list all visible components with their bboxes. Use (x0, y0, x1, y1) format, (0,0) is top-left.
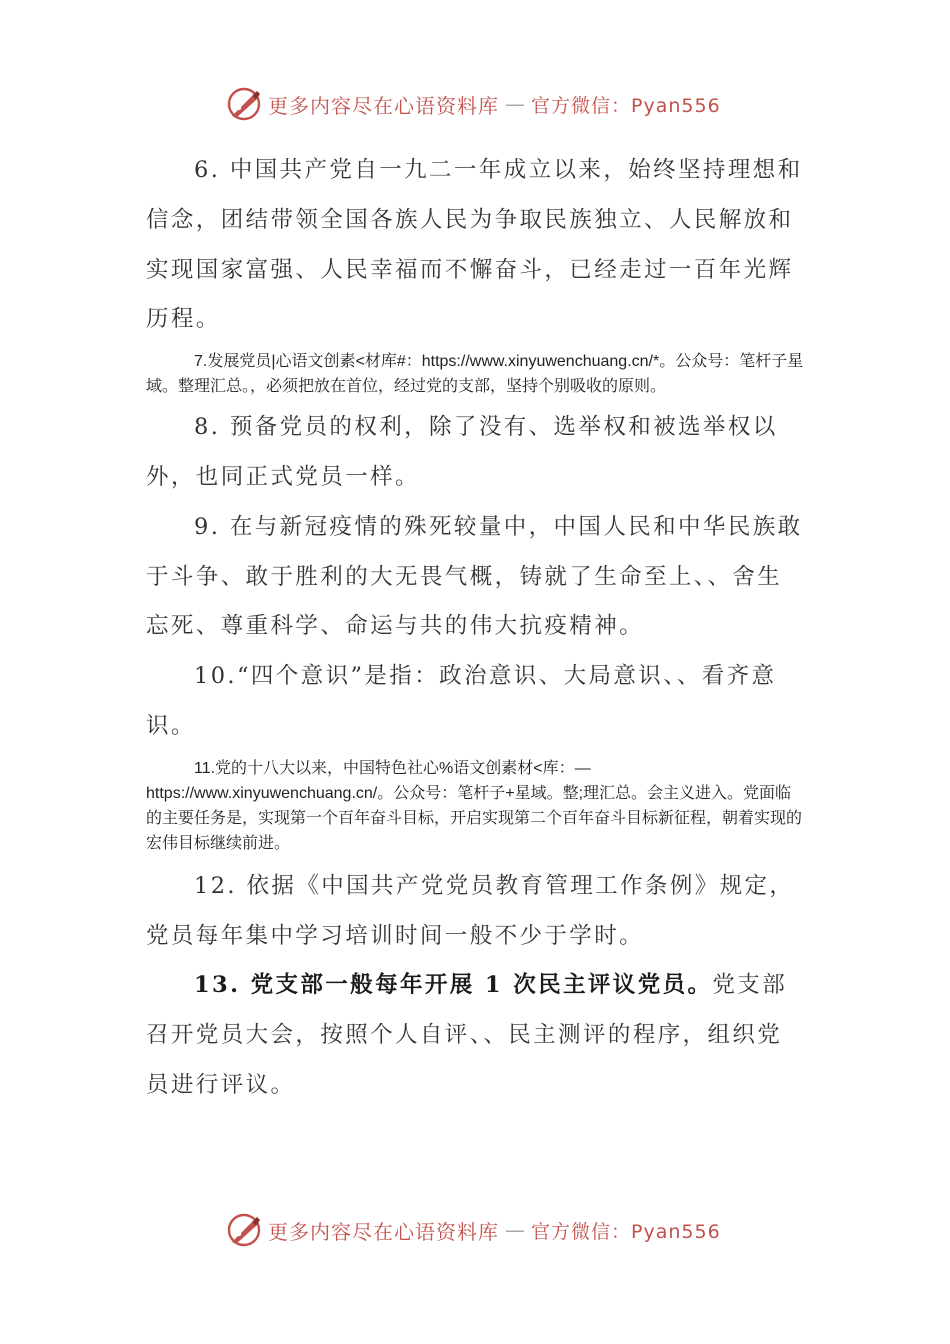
paragraph-10: 10.“四个意识”是指：政治意识、大局意识、、看齐意识。 (146, 663, 777, 739)
banner-title: 更多内容尽在心语资料库 (268, 1219, 499, 1244)
banner-wechat: 官方微信：Pyan556 (531, 1220, 721, 1243)
paragraph-13-heading: 13. 党支部一般每年开展 1 次民主评议党员。 (194, 972, 713, 999)
pen-logo-icon (226, 86, 262, 122)
header-banner (226, 84, 746, 124)
banner-wechat: 官方微信：Pyan556 (531, 94, 721, 117)
banner-title: 更多内容尽在心语资料库 (268, 93, 499, 118)
footer-banner (226, 1210, 746, 1250)
paragraph-12: 12. 依据《中国共产党党员教育管理工作条例》规定，党员每年集中学习培训时间一般不少于学时。 (146, 872, 795, 949)
paragraph-8: 8. 预备党员的权利，除了没有、选举权和被选举权以外，也同正式党员一样。 (146, 414, 778, 490)
paragraph-11: 11.党的十八大以来，中国特色社心%语文创素材<库：—https://www.xinyuwenchuang.cn/。公众号：笔杆子+星域。整;理汇总。会主义进入。党面临的主要任务是，实现第一个百年奋斗目标，开启实现第二个百年奋斗目标新征程，朝着实现的宏伟目标继续前进。 (146, 759, 803, 852)
document-body (146, 146, 806, 1111)
banner-separator: — (505, 92, 525, 116)
paragraph-9: 9. 在与新冠疫情的殊死较量中，中国人民和中华民族敢于斗争、敢于胜利的大无畏气概，铸就了生命至上、、舍生忘死、尊重科学、命运与共的伟大抗疫精神。 (146, 513, 803, 640)
pen-logo-icon (226, 1212, 262, 1248)
paragraph-13 (146, 961, 806, 1110)
paragraph-7: 7.发展党员|心语文创素<材库#：https://www.xinyuwenchuang.cn/*。公众号：笔杆子星域。整理汇总。，必须把放在首位，经过党的支部，坚持个别吸收的原则。 (146, 353, 804, 396)
paragraph-6: 6. 中国共产党自一九二一年成立以来，始终坚持理想和信念，团结带领全国各族人民为争取民族独立、人民解放和实现国家富强、人民幸福而不懈奋斗，已经走过一百年光辉历程。 (146, 157, 803, 333)
banner-separator: — (505, 1218, 525, 1242)
paragraph-13-body: 党支部召开党员大会，按照个人自评、、民主测评的程序，组织党员进行评议。 (146, 972, 788, 1098)
